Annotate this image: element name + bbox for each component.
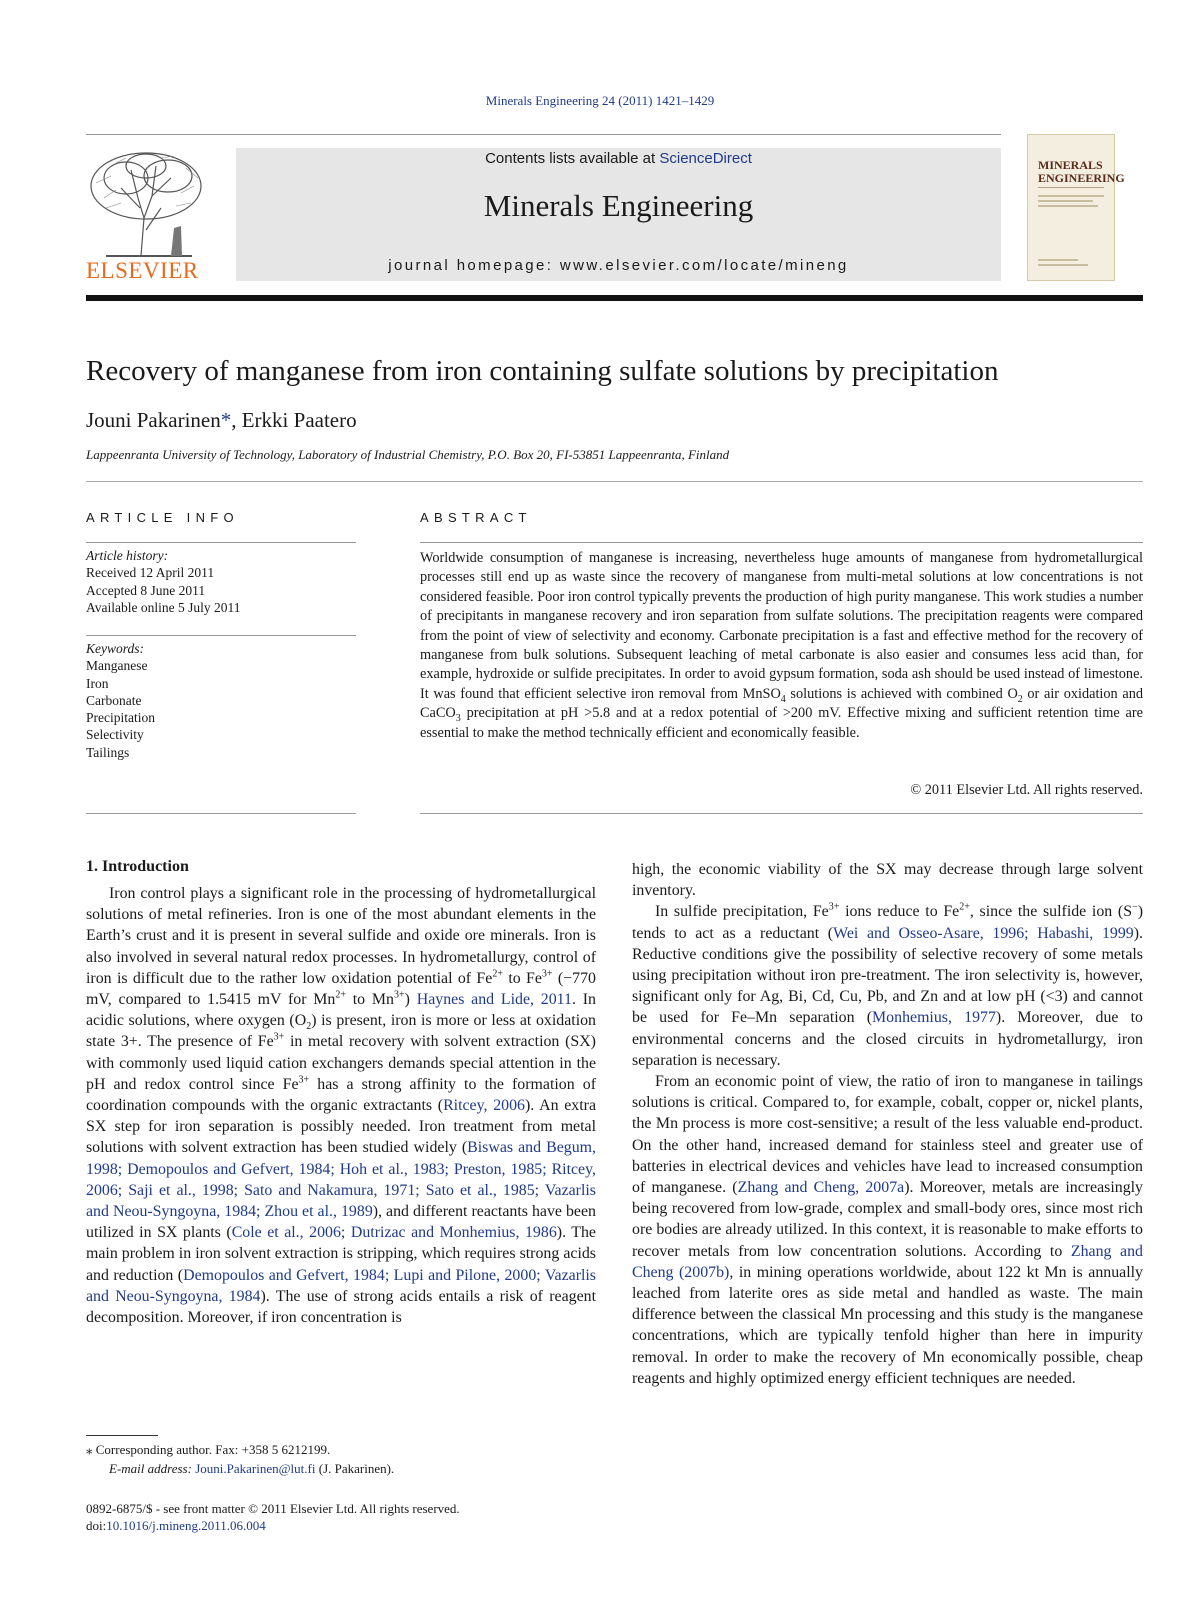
citation-link[interactable]: Biswas and Begum, 1998; Demopoulos and Gefvert, 1984; Hoh et al., 1983; Preston, 1985; Ritcey, 2006; Saji et al., 1998; Sato and Nakamura, 1971; Sato et al., 1985; Vazarlis and Neou-Syngoyna, 1984; Zhou et al., 1989 bbox=[86, 1139, 596, 1221]
front-matter-line: 0892-6875/$ - see front matter © 2011 Elsevier Ltd. All rights reserved. bbox=[86, 1501, 460, 1516]
keyword: Manganese bbox=[86, 658, 148, 674]
author-separator: , bbox=[231, 408, 242, 432]
keyword: Iron bbox=[86, 675, 109, 691]
author-1[interactable]: Jouni Pakarinen bbox=[86, 408, 221, 432]
cover-title: MINERALS ENGINEERING bbox=[1038, 158, 1125, 185]
header-thick-rule bbox=[86, 295, 1143, 301]
abstract-rule bbox=[420, 542, 1143, 543]
corresponding-author-mark[interactable]: * bbox=[220, 408, 232, 432]
abstract-heading: ABSTRACT bbox=[420, 510, 532, 525]
citation-link[interactable]: Zhang and Cheng, 2007a bbox=[737, 1179, 905, 1197]
title-block-rule bbox=[86, 481, 1143, 482]
abstract-rule bbox=[420, 813, 1143, 814]
affiliation: Lappeenranta University of Technology, Laboratory of Industrial Chemistry, P.O. Box 20, FI-53851 Lappeenranta, Finland bbox=[86, 447, 730, 462]
journal-banner bbox=[236, 148, 1001, 281]
citation-link[interactable]: Wei and Osseo-Asare, 1996; Habashi, 1999 bbox=[833, 924, 1134, 942]
citation-link[interactable]: Haynes and Lide, 2011 bbox=[416, 991, 572, 1009]
intro-paragraph: In sulfide precipitation, $Fe^{3+}$ ions reduce to $Fe^{2+}$, since the sulfide ion (S−) tends to act as a reductant (Wei and Osseo-Asare, 1996; Habashi, 1999). Reductive conditions give the possibility of selective recovery of some metals using precipitation without iron pre-treatment. The iron selectivity is, however, significant only for Ag, Bi, Cd, Cu, Pb, and Zn and at low pH (<3) and cannot be used for Fe–Mn separation (Monhemius, 1977). Moreover, due to environmental concerns and the closed circuits in hydrometallurgy, iron separation is necessary. bbox=[632, 902, 1143, 1069]
cover-text-line bbox=[1038, 264, 1088, 266]
contents-line bbox=[236, 150, 1001, 167]
cover-text-line bbox=[1038, 195, 1104, 197]
keywords-list bbox=[86, 640, 356, 761]
cover-rule bbox=[1038, 187, 1104, 188]
keyword: Carbonate bbox=[86, 692, 142, 708]
contents-prefix: Contents lists available at bbox=[485, 150, 660, 167]
intro-paragraph: From an economic point of view, the ratio of iron to manganese in tailings solutions is critical. Compared to, for example, cobalt, copper or, nickel plants, the Mn process is more cost-sensitive; a result of the less valuable end-product. On the other hand, increased demand for stainless steel and greater use of batteries in electrical devices and vehicles have lead to increased consumption of manganese. (Zhang and Cheng, 2007a). Moreover, metals are increasingly being recovered from low-grade, complex and small-body ores, since most rich ore bodies are already utilized. In this context, it is reasonable to make efforts to recover metals from low concentration solutions. According to Zhang and Cheng (2007b), in mining operations worldwide, about 122 kt Mn is annually leached from laterite ores as side metal and handled as waste. The main difference between the classical Mn processing and this study is the manganese concentrations, which are typically tenfold higher than here in impurity removal. In order to make the recovery of Mn economically possible, cheap reagents and highly optimized energy efficient techniques are needed. bbox=[632, 1073, 1143, 1387]
cover-text-line bbox=[1038, 259, 1078, 261]
author-list bbox=[86, 408, 357, 433]
history-accepted: Accepted 8 June 2011 bbox=[86, 582, 206, 598]
abstract-text: Worldwide consumption of manganese is increasing, nevertheless huge amounts of manganese from hydrometallurgical processes still end up as waste since the recovery of manganese from multi-metal solutions at low concentrations is not considered feasible. Poor iron control typically prevents the production of high purity manganese. This work studies a number of precipitants in manganese recovery and iron separation from sulfate solutions. The precipitation reagents were compared from the point of view of selectivity and economy. Carbonate precipitation is a fast and effective method for the recovery of manganese from bulk solutions. Subsequent leaching of metal carbonate is also easier and consumes less acid than, for example, hydroxide or sulfide precipitates. In order to avoid gypsum formation, soda ash should be used instead of limestone. It was found that efficient selective iron removal from MnSO$_4$ solutions is achieved with combined $O_2$ or air oxidation and CaCO$_3$ precipitation at pH >5.8 and at a redox potential of >200 mV. Effective mixing and sufficient retention time are essential to make the method technically efficient and economically feasible. bbox=[420, 550, 1143, 741]
journal-cover-thumbnail[interactable] bbox=[1027, 134, 1125, 281]
history-received: Received 12 April 2011 bbox=[86, 565, 215, 581]
history-online: Available online 5 July 2011 bbox=[86, 599, 241, 615]
elsevier-logo[interactable] bbox=[86, 148, 212, 283]
keyword: Selectivity bbox=[86, 727, 144, 743]
doi-link[interactable]: 10.1016/j.mineng.2011.06.004 bbox=[106, 1518, 266, 1533]
intro-paragraph: high, the economic viability of the SX may decrease through large solvent inventory. bbox=[632, 861, 1143, 900]
cover-text-line bbox=[1038, 205, 1098, 207]
keyword: Precipitation bbox=[86, 710, 155, 726]
keyword: Tailings bbox=[86, 744, 130, 760]
article-title: Recovery of manganese from iron containing sulfate solutions by precipitation bbox=[86, 355, 999, 387]
sciencedirect-link[interactable]: ScienceDirect bbox=[659, 150, 752, 167]
history-label: Article history: bbox=[86, 548, 169, 563]
journal-homepage[interactable]: journal homepage: www.elsevier.com/locate/mineng bbox=[388, 257, 849, 274]
footnote-email: E-mail address: Jouni.Pakarinen@lut.fi (J. Pakarinen). bbox=[109, 1461, 395, 1476]
author-2[interactable]: Erkki Paatero bbox=[241, 408, 357, 432]
keywords-label: Keywords: bbox=[86, 641, 144, 656]
article-info-heading: ARTICLE INFO bbox=[86, 510, 239, 525]
elsevier-tree-icon bbox=[86, 148, 212, 258]
citation-link[interactable]: Zhang and Cheng (2007b) bbox=[632, 1242, 1143, 1281]
footnote-mark: ⁎ bbox=[86, 1442, 93, 1457]
citation-link[interactable]: Minerals Engineering 24 (2011) 1421–1429 bbox=[485, 93, 715, 108]
article-history bbox=[86, 547, 356, 616]
intro-paragraph: Iron control plays a significant role in the processing of hydrometallurgical solutions of metal refineries. Iron is one of the most abundant elements in the Earth’s crust and it is present in several sulfide and oxide ore minerals. Iron is also involved in several natural redox processes. In hydrometallurgy, control of iron is difficult due to the rather low oxidation potential of $Fe^{2+}$ to $Fe^{3+}$ (−770 mV, compared to 1.5415 mV for $Mn^{2+}$ to $Mn^{3+}$) Haynes and Lide, 2011. In acidic solutions, where oxygen $(O_2)$ is present, iron is more or less at oxidation state 3+. The presence of $Fe^{3+}$ in metal recovery with solvent extraction (SX) with commonly used liquid cation exchangers demands special attention in the pH and redox control since $Fe^{3+}$ has a strong affinity to the formation of coordination compounds with the organic extractants (Ritcey, 2006). An extra SX step for iron separation is possibly needed. Iron treatment from metal solutions with solvent extraction has been studied widely (Biswas and Begum, 1998; Demopoulos and Gefvert, 1984; Hoh et al., 1983; Preston, 1985; Ritcey, 2006; Saji et al., 1998; Sato and Nakamura, 1971; Sato et al., 1985; Vazarlis and Neou-Syngoyna, 1984; Zhou et al., 1989), and different reactants have been utilized in SX plants (Cole et al., 2006; Dutrizac and Monhemius, 1986). The main problem in iron solvent extraction is stripping, which requires strong acids and reduction (Demopoulos and Gefvert, 1984; Lupi and Pilone, 2000; Vazarlis and Neou-Syngoyna, 1984). The use of strong acids entails a risk of reagent decomposition. Moreover, if iron concentration is bbox=[86, 885, 597, 1327]
page-footer bbox=[86, 1500, 460, 1534]
article-info-rule bbox=[86, 635, 356, 636]
footnote bbox=[86, 1440, 394, 1478]
article-info-rule bbox=[86, 813, 356, 814]
body-column-left bbox=[86, 883, 596, 1328]
header-top-rule bbox=[86, 134, 1001, 135]
body-column-right bbox=[632, 859, 1143, 1389]
cover-text-line bbox=[1038, 200, 1093, 202]
email-link[interactable]: Jouni.Pakarinen@lut.fi bbox=[195, 1461, 316, 1476]
footnote-rule bbox=[86, 1435, 158, 1436]
abstract-copyright: © 2011 Elsevier Ltd. All rights reserved. bbox=[910, 782, 1143, 798]
footnote-corresponding: ⁎ Corresponding author. Fax: +358 5 6212199. bbox=[86, 1442, 331, 1457]
journal-citation bbox=[0, 93, 1200, 109]
citation-link[interactable]: Cole et al., 2006; Dutrizac and Monhemius, 1986 bbox=[231, 1224, 557, 1242]
section-heading-introduction: 1. Introduction bbox=[86, 858, 189, 875]
journal-name: Minerals Engineering bbox=[483, 188, 754, 223]
elsevier-wordmark: ELSEVIER bbox=[86, 258, 199, 283]
citation-link[interactable]: Ritcey, 2006 bbox=[443, 1097, 525, 1115]
citation-link[interactable]: Monhemius, 1977 bbox=[872, 1009, 996, 1027]
doi-line: doi:10.1016/j.mineng.2011.06.004 bbox=[86, 1518, 266, 1533]
citation-link[interactable]: Demopoulos and Gefvert, 1984; Lupi and Pilone, 2000; Vazarlis and Neou-Syngoyna, 1984 bbox=[86, 1266, 596, 1305]
article-info-rule bbox=[86, 542, 356, 543]
